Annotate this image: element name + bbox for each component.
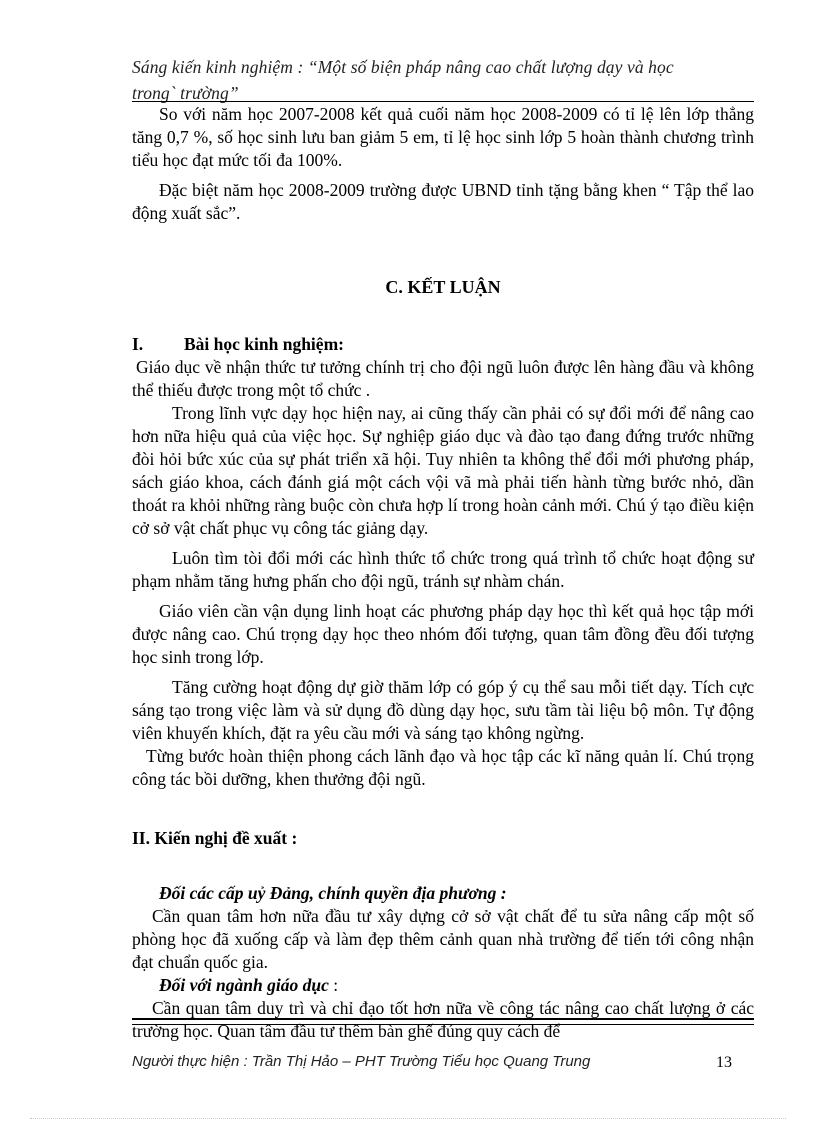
section1-paragraph: Giáo dục về nhận thức tư tưởng chính trị cho đội ngũ luôn được lên hàng đầu và không thể thiếu được trong một tổ chức . bbox=[132, 357, 754, 400]
page-edge-divider bbox=[30, 1118, 786, 1119]
paragraph-results: So với năm học 2007-2008 kết quả cuối năm học 2008-2009 có tỉ lệ lên lớp thẳng tăng 0,7 %, số học sinh lưu ban giảm 5 em, tỉ lệ học sinh lớp 5 hoàn thành chương trình tiểu học đạt mức tối đa 100%. bbox=[132, 104, 754, 170]
subsection-education-sector bbox=[132, 974, 754, 997]
conclusion-heading: C. KẾT LUẬN bbox=[385, 277, 501, 297]
section1-title: Bài học kinh nghiệm: bbox=[184, 334, 344, 354]
section1-paragraph: Trong lĩnh vực dạy học hiện nay, ai cũng thấy cần phải có sự đổi mới để nâng cao hơn nữa hiệu quả của việc học. Sự nghiệp giáo dục và đào tạo đang đứng trước những đòi hỏi bức xúc của sự phát triển xã hội. Tuy nhiên ta không thể đổi mới phương pháp, sách giáo khoa, cách đánh giá một cách vội vã mà phải tiến hành từng bước nhỏ, dần thoát ra khỏi những ràng buộc còn chưa hợp lí trong hoàn cảnh mới. Chú ý tạo điều kiện cở sở vật chất phục vụ công tác giảng dạy. bbox=[132, 403, 754, 538]
section1-paragraph: Luôn tìm tòi đổi mới các hình thức tổ chức trong quá trình tổ chức hoạt động sư phạm nhằm tăng hưng phấn cho đội ngũ, tránh sự nhàm chán. bbox=[132, 548, 754, 591]
header-title-line1: Sáng kiến kinh nghiệm : “Một số biện pháp nâng cao chất lượng dạy và học bbox=[132, 57, 674, 77]
page-number: 13 bbox=[716, 1054, 732, 1071]
subsection-education-title: Đối với ngành giáo dục bbox=[159, 975, 329, 995]
section1-heading bbox=[132, 333, 754, 356]
section1-paragraph: Từng bước hoàn thiện phong cách lãnh đạo và học tập các kĩ năng quản lí. Chú trọng công tác bồi dưỡng, khen thưởng đội ngũ. bbox=[132, 746, 754, 789]
subsection-education-text: Cần quan tâm duy trì và chỉ đạo tốt hơn nữa về công tác nâng cao chất lượng ở các trường học. Quan tâm đầu tư thêm bàn ghế đúng quy cách để bbox=[132, 998, 754, 1041]
header-divider bbox=[132, 101, 754, 102]
subsection-education-colon: : bbox=[328, 975, 339, 995]
subsection-local-government-text: Cần quan tâm hơn nữa đầu tư xây dựng cở sở vật chất để tu sửa nâng cấp một số phòng học đã xuống cấp và làm đẹp thêm cảnh quan nhà trường để tiến tới công nhận đạt chuẩn quốc gia. bbox=[132, 906, 754, 972]
footer-author: Người thực hiện : Trần Thị Hảo – PHT Trường Tiểu học Quang Trung bbox=[132, 1053, 591, 1070]
section2-heading: II. Kiến nghị đề xuất : bbox=[132, 828, 298, 848]
section1-paragraph: Tăng cường hoạt động dự giờ thăm lớp có góp ý cụ thể sau mỗi tiết dạy. Tích cực sáng tạo trong việc làm và sử dụng đồ dùng dạy học, sưu tầm tài liệu bộ môn. Tự động viên khuyến khích, đặt ra yêu cầu mới và sáng tạo không ngừng. bbox=[132, 677, 754, 743]
page-header bbox=[132, 54, 752, 106]
header-title-line2: trong` trường” bbox=[132, 83, 239, 103]
section1-roman: I. bbox=[132, 334, 144, 354]
paragraph-award: Đặc biệt năm học 2008-2009 trường được UBND tỉnh tặng bằng khen “ Tập thể lao động xuất sắc”. bbox=[132, 180, 754, 223]
section1-paragraph: Giáo viên cần vận dụng linh hoạt các phương pháp dạy học thì kết quả học tập mới được nâng cao. Chú trọng dạy học theo nhóm đối tượng, quan tâm đồng đều đối tượng học sinh trong lớp. bbox=[132, 601, 754, 667]
subsection-local-government-title: Đối các cấp uỷ Đảng, chính quyền địa phương : bbox=[159, 883, 507, 903]
document-body bbox=[132, 103, 754, 1043]
footer-divider bbox=[132, 1018, 754, 1025]
